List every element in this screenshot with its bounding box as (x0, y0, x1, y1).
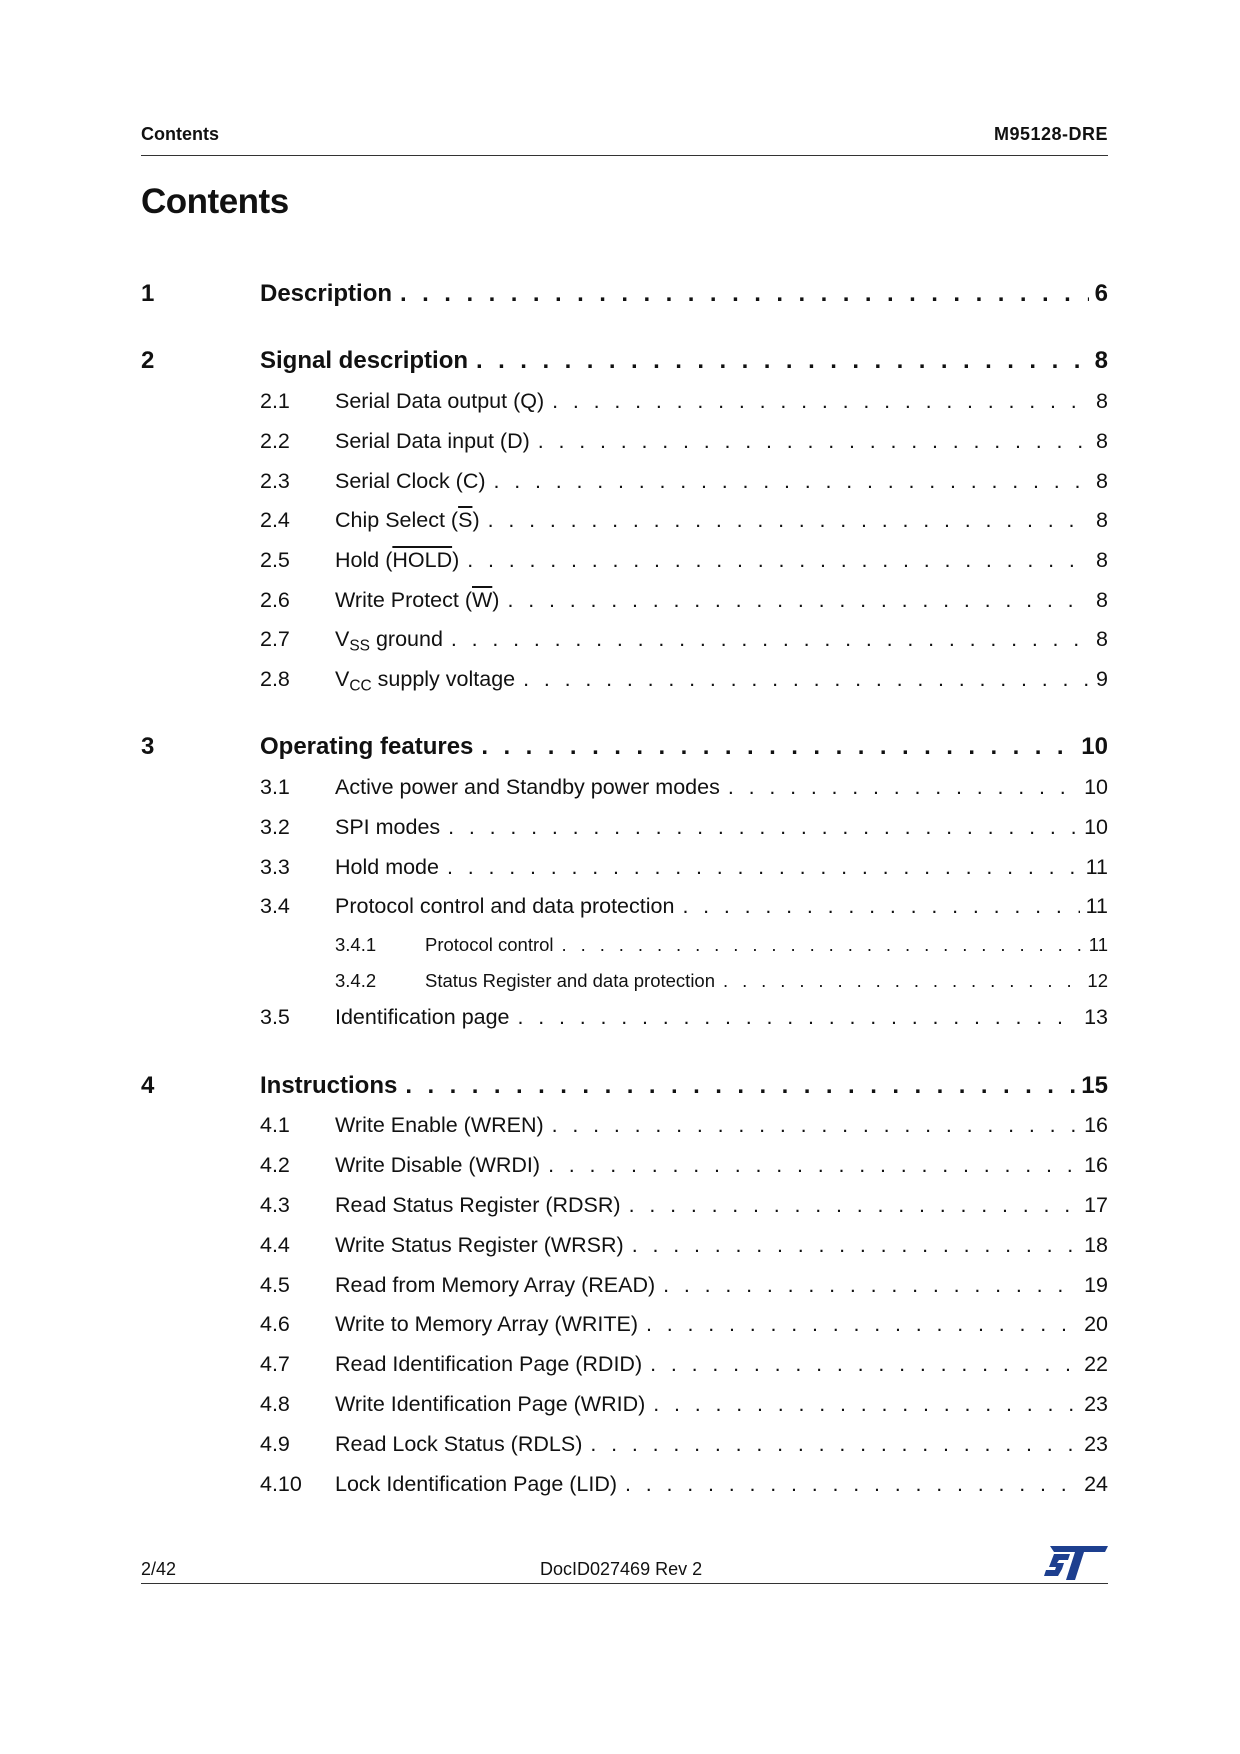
header-rule (141, 155, 1108, 156)
toc-title (335, 588, 499, 613)
dot-leader (552, 1113, 1078, 1138)
toc-entry-2-6[interactable] (141, 588, 1108, 613)
toc-page: 17 (1084, 1193, 1108, 1217)
page-title: Contents (141, 182, 289, 221)
dot-leader (552, 389, 1090, 414)
toc-number: 3.4 (260, 894, 290, 918)
toc-page: 10 (1084, 775, 1108, 799)
toc-entry-4-3[interactable] (141, 1193, 1108, 1218)
toc-entry-2-7[interactable] (141, 627, 1108, 655)
toc-number: 2.3 (260, 469, 290, 493)
toc-number: 2.7 (260, 627, 290, 651)
toc-entry-1[interactable] (141, 280, 1108, 308)
dot-leader (653, 1392, 1078, 1417)
toc-page: 23 (1084, 1432, 1108, 1456)
toc-page: 9 (1096, 667, 1108, 691)
toc-title (335, 548, 459, 573)
dot-leader (663, 1273, 1078, 1298)
title-text: ) (472, 508, 480, 532)
toc-entry-2-2[interactable] (141, 429, 1108, 454)
dot-leader (405, 1072, 1075, 1100)
toc-title: Instructions (260, 1072, 398, 1099)
toc-title: Read Identification Page (RDID) (335, 1352, 643, 1376)
toc-number: 4.2 (260, 1153, 290, 1177)
dot-leader (728, 775, 1078, 800)
toc-title: Protocol control (425, 934, 554, 955)
toc-page: 12 (1087, 970, 1108, 991)
active-low-signal: $\overline{W}$ (472, 588, 493, 612)
dot-leader (538, 429, 1090, 454)
toc-number: 2.5 (260, 548, 290, 572)
title-text: V (335, 627, 350, 651)
toc-entry-2-1[interactable] (141, 389, 1108, 414)
active-low-signal: HOLD (392, 548, 453, 572)
toc-number: 3.2 (260, 815, 290, 839)
st-logo-icon (1044, 1546, 1108, 1580)
toc-number: 2 (141, 347, 155, 374)
dot-leader (590, 1432, 1078, 1457)
toc-title: Description (260, 280, 393, 307)
toc-number: 4.7 (260, 1352, 290, 1376)
toc-page: 23 (1084, 1392, 1108, 1416)
dot-leader (629, 1193, 1079, 1218)
toc-title: Hold mode (335, 855, 439, 879)
toc-title: Signal description (260, 347, 469, 374)
toc-entry-4-6[interactable] (141, 1312, 1108, 1337)
toc-page: 8 (1096, 508, 1108, 532)
toc-title: Lock Identification Page (LID) (335, 1472, 618, 1496)
toc-number: 4.5 (260, 1273, 290, 1297)
toc-title (335, 667, 515, 695)
toc-number: 3.4.2 (335, 970, 377, 991)
toc-number: 3.4.1 (335, 934, 377, 955)
toc-page: 8 (1096, 588, 1108, 612)
dot-leader (518, 1005, 1079, 1030)
dot-leader (481, 733, 1075, 761)
toc-page: 18 (1084, 1233, 1108, 1257)
toc-number: 4.8 (260, 1392, 290, 1416)
toc-page: 10 (1084, 815, 1108, 839)
toc-page: 11 (1085, 894, 1108, 918)
dot-leader (448, 815, 1078, 840)
dot-leader (632, 1233, 1078, 1258)
dot-leader (476, 347, 1089, 375)
toc-entry-4-9[interactable] (141, 1432, 1108, 1457)
toc-page: 15 (1081, 1072, 1108, 1099)
active-low-signal: $\overline{S}$ (458, 508, 473, 532)
toc-page: 22 (1084, 1352, 1108, 1376)
toc-entry-4-7[interactable] (141, 1352, 1108, 1377)
toc-title: Protocol control and data protection (335, 894, 675, 918)
toc-page: 10 (1081, 733, 1108, 760)
toc-number: 1 (141, 280, 155, 307)
toc-page: 11 (1088, 934, 1108, 955)
toc-title: Write Identification Page (WRID) (335, 1392, 646, 1416)
toc-page: 6 (1094, 280, 1108, 307)
toc-entry-3-4-1[interactable] (141, 934, 1108, 956)
footer-page-number: 2/42 (141, 1559, 177, 1579)
toc-entry-2-3[interactable] (141, 469, 1108, 494)
dot-leader (523, 667, 1090, 692)
dot-leader (562, 934, 1083, 956)
toc-number: 4.3 (260, 1193, 290, 1217)
toc-entry-4-5[interactable] (141, 1273, 1108, 1298)
dot-leader (682, 894, 1079, 919)
toc-number: 2.1 (260, 389, 290, 413)
dot-leader (646, 1312, 1078, 1337)
title-text: Hold ( (335, 548, 393, 572)
toc-title: Read from Memory Array (READ) (335, 1273, 656, 1297)
toc-page: 11 (1085, 855, 1108, 879)
dot-leader (451, 627, 1090, 652)
subscript: SS (349, 637, 370, 655)
toc-page: 19 (1084, 1273, 1108, 1297)
toc-title: Operating features (260, 733, 474, 760)
title-text: Write Protect ( (335, 588, 472, 612)
toc-entry-4-4[interactable] (141, 1233, 1108, 1258)
toc-title (335, 627, 443, 655)
toc-page: 8 (1096, 627, 1108, 651)
toc-number: 2.6 (260, 588, 290, 612)
footer-doc-id: DocID027469 Rev 2 (540, 1559, 703, 1579)
toc-entry-3-2[interactable] (141, 815, 1108, 840)
toc-title (335, 508, 480, 533)
toc-title: Write to Memory Array (WRITE) (335, 1312, 639, 1336)
toc-entry-2-5[interactable] (141, 548, 1108, 573)
toc-number: 3 (141, 733, 155, 760)
dot-leader (723, 970, 1081, 992)
toc-entry-2[interactable] (141, 347, 1108, 375)
toc-title: Write Disable (WRDI) (335, 1153, 541, 1177)
toc-entry-4-2[interactable] (141, 1153, 1108, 1178)
toc-title: Write Status Register (WRSR) (335, 1233, 624, 1257)
toc-title: SPI modes (335, 815, 441, 839)
title-text: ) (452, 548, 460, 572)
toc-entry-2-4[interactable] (141, 508, 1108, 533)
toc-title: Serial Clock (C) (335, 469, 486, 493)
running-header-section: Contents (141, 124, 219, 144)
toc-number: 4.10 (260, 1472, 302, 1496)
toc-title: Serial Data output (Q) (335, 389, 545, 413)
toc-number: 4.1 (260, 1113, 290, 1137)
title-text: ) (492, 588, 500, 612)
toc-page: 13 (1084, 1005, 1108, 1029)
toc-page: 8 (1096, 469, 1108, 493)
toc-entry-3[interactable] (141, 733, 1108, 761)
toc-title: Read Status Register (RDSR) (335, 1193, 621, 1217)
toc-number: 4.4 (260, 1233, 290, 1257)
title-text: supply voltage (371, 667, 516, 691)
footer-rule (141, 1583, 1108, 1584)
toc-entry-4-1[interactable] (141, 1113, 1108, 1138)
toc-page: 16 (1084, 1113, 1108, 1137)
toc-number: 2.4 (260, 508, 290, 532)
toc-title: Active power and Standby power modes (335, 775, 720, 799)
dot-leader (467, 548, 1090, 573)
toc-entry-4[interactable] (141, 1072, 1108, 1100)
title-text: ground (369, 627, 443, 651)
dot-leader (548, 1153, 1078, 1178)
toc-page: 20 (1084, 1312, 1108, 1336)
subscript: CC (349, 677, 372, 695)
toc-page: 16 (1084, 1153, 1108, 1177)
title-text: Chip Select ( (335, 508, 459, 532)
toc-number: 4.6 (260, 1312, 290, 1336)
title-text: V (335, 667, 350, 691)
toc-number: 3.1 (260, 775, 290, 799)
dot-leader (447, 855, 1080, 880)
toc-entry-2-8[interactable] (141, 667, 1108, 695)
toc-page: 8 (1094, 347, 1108, 374)
toc-entry-3-5[interactable] (141, 1005, 1108, 1030)
toc-entry-4-10[interactable] (141, 1472, 1108, 1497)
toc-entry-3-4[interactable] (141, 894, 1108, 919)
toc-number: 2.2 (260, 429, 290, 453)
dot-leader (625, 1472, 1078, 1497)
toc-entry-4-8[interactable] (141, 1392, 1108, 1417)
toc-title: Status Register and data protection (425, 970, 716, 991)
toc-title: Identification page (335, 1005, 510, 1029)
toc-page: 8 (1096, 548, 1108, 572)
toc-title: Write Enable (WREN) (335, 1113, 544, 1137)
toc-number: 3.3 (260, 855, 290, 879)
toc-number: 4.9 (260, 1432, 290, 1456)
running-header-part-number: M95128-DRE (993, 124, 1108, 144)
toc-page: 8 (1096, 429, 1108, 453)
toc-page: 8 (1096, 389, 1108, 413)
toc-entry-3-4-2[interactable] (141, 970, 1108, 992)
toc-page: 24 (1084, 1472, 1108, 1496)
toc-number: 3.5 (260, 1005, 290, 1029)
dot-leader (507, 588, 1090, 613)
toc-number: 4 (141, 1072, 155, 1099)
toc-title: Serial Data input (D) (335, 429, 530, 453)
toc-entry-3-1[interactable] (141, 775, 1108, 800)
toc-entry-3-3[interactable] (141, 855, 1108, 880)
dot-leader (494, 469, 1091, 494)
toc-title: Read Lock Status (RDLS) (335, 1432, 583, 1456)
dot-leader (488, 508, 1090, 533)
dot-leader (400, 280, 1089, 308)
dot-leader (650, 1352, 1078, 1377)
toc-number: 2.8 (260, 667, 290, 691)
